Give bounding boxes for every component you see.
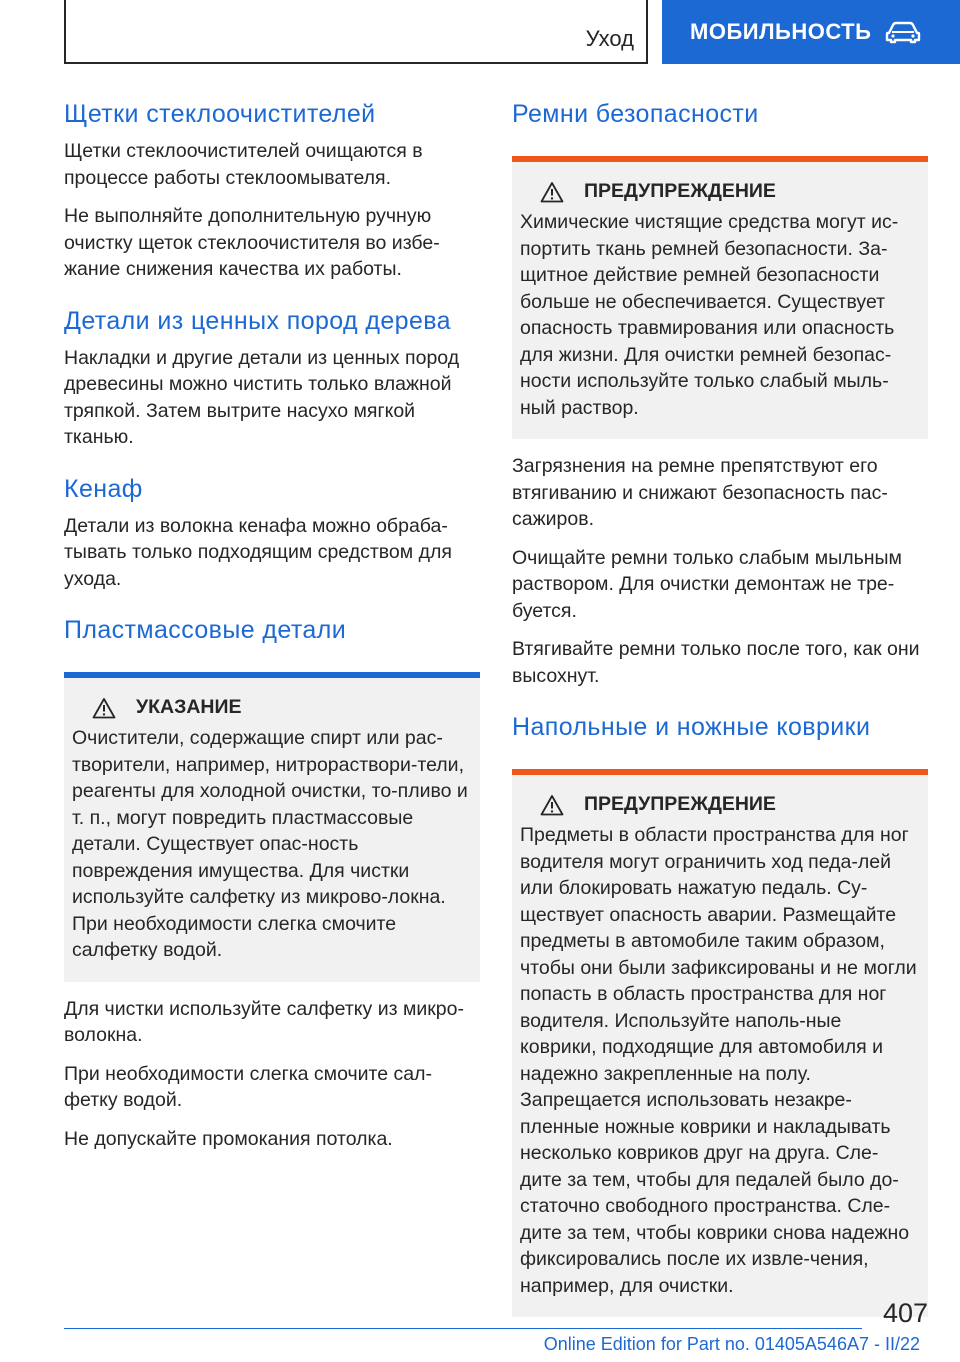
paragraph: Втягивайте ремни только после того, как они высохнут.	[512, 638, 920, 687]
left-column	[64, 98, 480, 1164]
callout-label: ПРЕДУПРЕЖДЕНИЕ	[584, 793, 776, 815]
page-number: 407	[882, 1298, 928, 1328]
header-section-title: Уход	[585, 26, 634, 51]
section-title-floor-mats: Напольные и ножные коврики	[512, 713, 871, 741]
section-title-kenaf: Кенаф	[64, 474, 143, 503]
callout-header	[520, 180, 920, 203]
paragraph: Не допускайте промокания потолка.	[64, 1127, 393, 1150]
callout-header	[520, 793, 920, 816]
footer-edition-link[interactable]: Online Edition for Part no. 01405A546A7 - II/22	[543, 1334, 920, 1354]
warning-callout	[512, 769, 928, 1317]
section-title-wipers: Щетки стеклоочистителей	[64, 100, 376, 128]
warning-triangle-icon	[92, 697, 116, 719]
paragraph: Для чистки используйте салфетку из микро-волокна.	[64, 997, 464, 1046]
callout-text: Химические чистящие средства могут ис-портить ткань ремней безопасности. За-щитное действие ремней безопасности больше не обеспечивается. Существует опасность травмирования или опасность для жизни. Для очистки ремней безопас-ности используйте только слабый мыль-ный раствор.	[520, 211, 899, 419]
header-section-box	[64, 0, 648, 64]
warning-triangle-icon	[540, 794, 564, 816]
callout-label: УКАЗАНИЕ	[136, 696, 242, 718]
paragraph: Накладки и другие детали из ценных пород древесины можно чистить только влажной тряпкой. Затем вытрите насухо мягкой тканью.	[64, 346, 460, 448]
footer-divider	[64, 1328, 862, 1329]
paragraph: Детали из волокна кенафа можно обраба-тывать только подходящим средством для ухода.	[64, 514, 452, 590]
note-callout	[64, 672, 480, 982]
car-icon	[885, 20, 921, 44]
callout-text: Предметы в области пространства для ног водителя могут ограничить ход педа-лей или блокировать нажатую педаль. Су-ществует опасность аварии. Размещайте предметы в автомобиле таким образом, чтобы они были зафиксированы и не могли попасть в область пространства для ног водителя. Используйте наполь-ные коврики, подходящие для автомобиля и надежно закрепленные на полу. Запрещается использовать незакре-пленные ножные коврики и накладывать несколько ковриков друг на друга. Сле-дите за тем, чтобы для педалей было до-статочно свободного пространства. Сле-дите за тем, чтобы коврики снова надежно фиксировались после их извле-чения, например, для очистки.	[520, 824, 917, 1297]
callout-header	[72, 696, 472, 719]
header-chapter-tab[interactable]	[662, 0, 960, 64]
paragraph: Загрязнения на ремне препятствуют его втягиванию и снижают безопасность пас-сажиров.	[512, 455, 888, 530]
callout-label: ПРЕДУПРЕЖДЕНИЕ	[584, 180, 776, 202]
right-column	[512, 98, 928, 1317]
warning-callout	[512, 156, 928, 439]
paragraph: Не выполняйте дополнительную ручную очистку щеток стеклоочистителя во избе-жание снижения качества их работы.	[64, 205, 440, 280]
callout-text: Очистители, содержащие спирт или рас-творители, например, нитрораствори-тели, реагенты для холодной очистки, то-пливо и т. п., могут повредить пластмассовые детали. Существует опас-ность повреждения имущества. Для чистки используйте салфетку из микрово-локна. При необходимости слегка смочите салфетку водой.	[72, 727, 468, 961]
section-title-seatbelts: Ремни безопасности	[512, 100, 759, 128]
paragraph: Очищайте ремни только слабым мыльным раствором. Для очистки демонтаж не тре-буется.	[512, 546, 902, 622]
section-title-wood: Детали из ценных пород дерева	[64, 306, 451, 335]
paragraph: При необходимости слегка смочите сал-фетку водой.	[64, 1062, 432, 1111]
section-title-plastic: Пластмассовые детали	[64, 616, 347, 644]
header-chapter-label: МОБИЛЬНОСТЬ	[690, 19, 872, 44]
warning-triangle-icon	[540, 181, 564, 203]
paragraph: Щетки стеклоочистителей очищаются в процессе работы стеклоомывателя.	[64, 140, 423, 189]
